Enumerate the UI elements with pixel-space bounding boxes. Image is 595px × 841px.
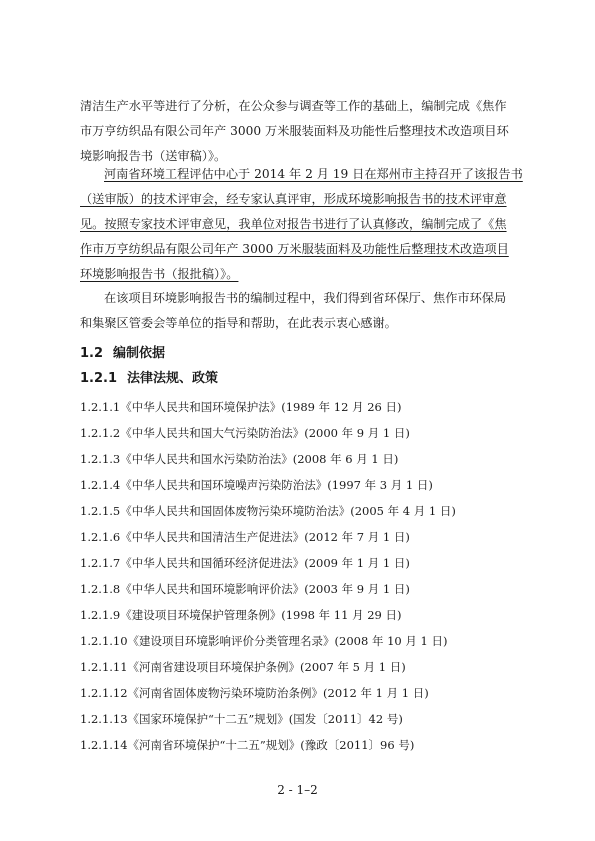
paragraph-line: 在该项目环境影响报告书的编制过程中，我们得到省环保厅、焦作市环保局	[104, 291, 507, 305]
reference-item: 1.2.1.8《中华人民共和国环境影响评价法》(2003 年 9 月 1 日)	[80, 582, 410, 596]
reference-item: 1.2.1.1《中华人民共和国环境保护法》(1989 年 12 月 26 日)	[80, 400, 402, 414]
reference-item: 1.2.1.3《中华人民共和国水污染防治法》(2008 年 6 月 1 日)	[80, 452, 399, 466]
paragraph-line: 市万亨纺织品有限公司年产 3000 万米服装面料及功能性后整理技术改造项目环	[80, 124, 509, 138]
paragraph-line: 作市万亨纺织品有限公司年产 3000 万米服装面料及功能性后整理技术改造项目	[80, 242, 509, 256]
reference-item: 1.2.1.11《河南省建设项目环境保护条例》(2007 年 5 月 1 日)	[80, 660, 406, 674]
page-number: 2 - 1–2	[277, 783, 318, 797]
paragraph-line: 境影响报告书（送审稿）》。	[80, 149, 227, 163]
reference-item: 1.2.1.9《建设项目环境保护管理条例》(1998 年 11 月 29 日)	[80, 608, 402, 622]
paragraph-report-completion	[80, 94, 520, 169]
reference-list	[80, 394, 456, 758]
reference-item: 1.2.1.6《中华人民共和国清洁生产促进法》(2012 年 7 月 1 日)	[80, 530, 410, 544]
reference-item: 1.2.1.14《河南省环境保护“十二五”规划》(豫政〔2011〕96 号)	[80, 738, 415, 752]
paragraph-acknowledgement	[80, 286, 520, 336]
reference-item: 1.2.1.13《国家环境保护“十二五”规划》(国发〔2011〕42 号)	[80, 712, 403, 726]
paragraph-line: 河南省环境工程评估中心于 2014 年 2 月 19 日在郑州市主持召开了该报告书	[104, 167, 523, 181]
subsection-heading	[80, 367, 218, 386]
subsection-title: 法律法规、政策	[127, 371, 219, 386]
paragraph-line: 见。按照专家技术评审意见，我单位对报告书进行了认真修改，编制完成了《焦	[80, 217, 507, 231]
reference-item: 1.2.1.12《河南省固体废物污染环境防治条例》(2012 年 1 月 1 日)	[80, 686, 429, 700]
reference-item: 1.2.1.4《中华人民共和国环境噪声污染防治法》(1997 年 3 月 1 日)	[80, 478, 433, 492]
paragraph-line: 和集聚区管委会等单位的指导和帮助，在此表示衷心感谢。	[80, 316, 397, 330]
section-heading	[80, 342, 165, 361]
reference-item: 1.2.1.10《建设项目环境影响评价分类管理名录》(2008 年 10 月 1 日)	[80, 634, 448, 648]
paragraph-line: 环境影响报告书（报批稿）》。	[80, 267, 239, 281]
reference-item: 1.2.1.2《中华人民共和国大气污染防治法》(2000 年 9 月 1 日)	[80, 426, 410, 440]
paragraph-line: （送审版）的技术评审会，经专家认真评审，形成环境影响报告书的技术评审意	[80, 192, 507, 206]
section-number: 1.2	[80, 346, 104, 361]
paragraph-line: 清洁生产水平等进行了分析，在公众参与调查等工作的基础上，编制完成《焦作	[80, 99, 507, 113]
reference-item: 1.2.1.5《中华人民共和国固体废物污染环境防治法》(2005 年 4 月 1 日)	[80, 504, 456, 518]
paragraph-review-meeting	[80, 162, 523, 287]
reference-item: 1.2.1.7《中华人民共和国循环经济促进法》(2009 年 1 月 1 日)	[80, 556, 410, 570]
subsection-number: 1.2.1	[80, 371, 118, 386]
section-title: 编制依据	[113, 346, 166, 361]
